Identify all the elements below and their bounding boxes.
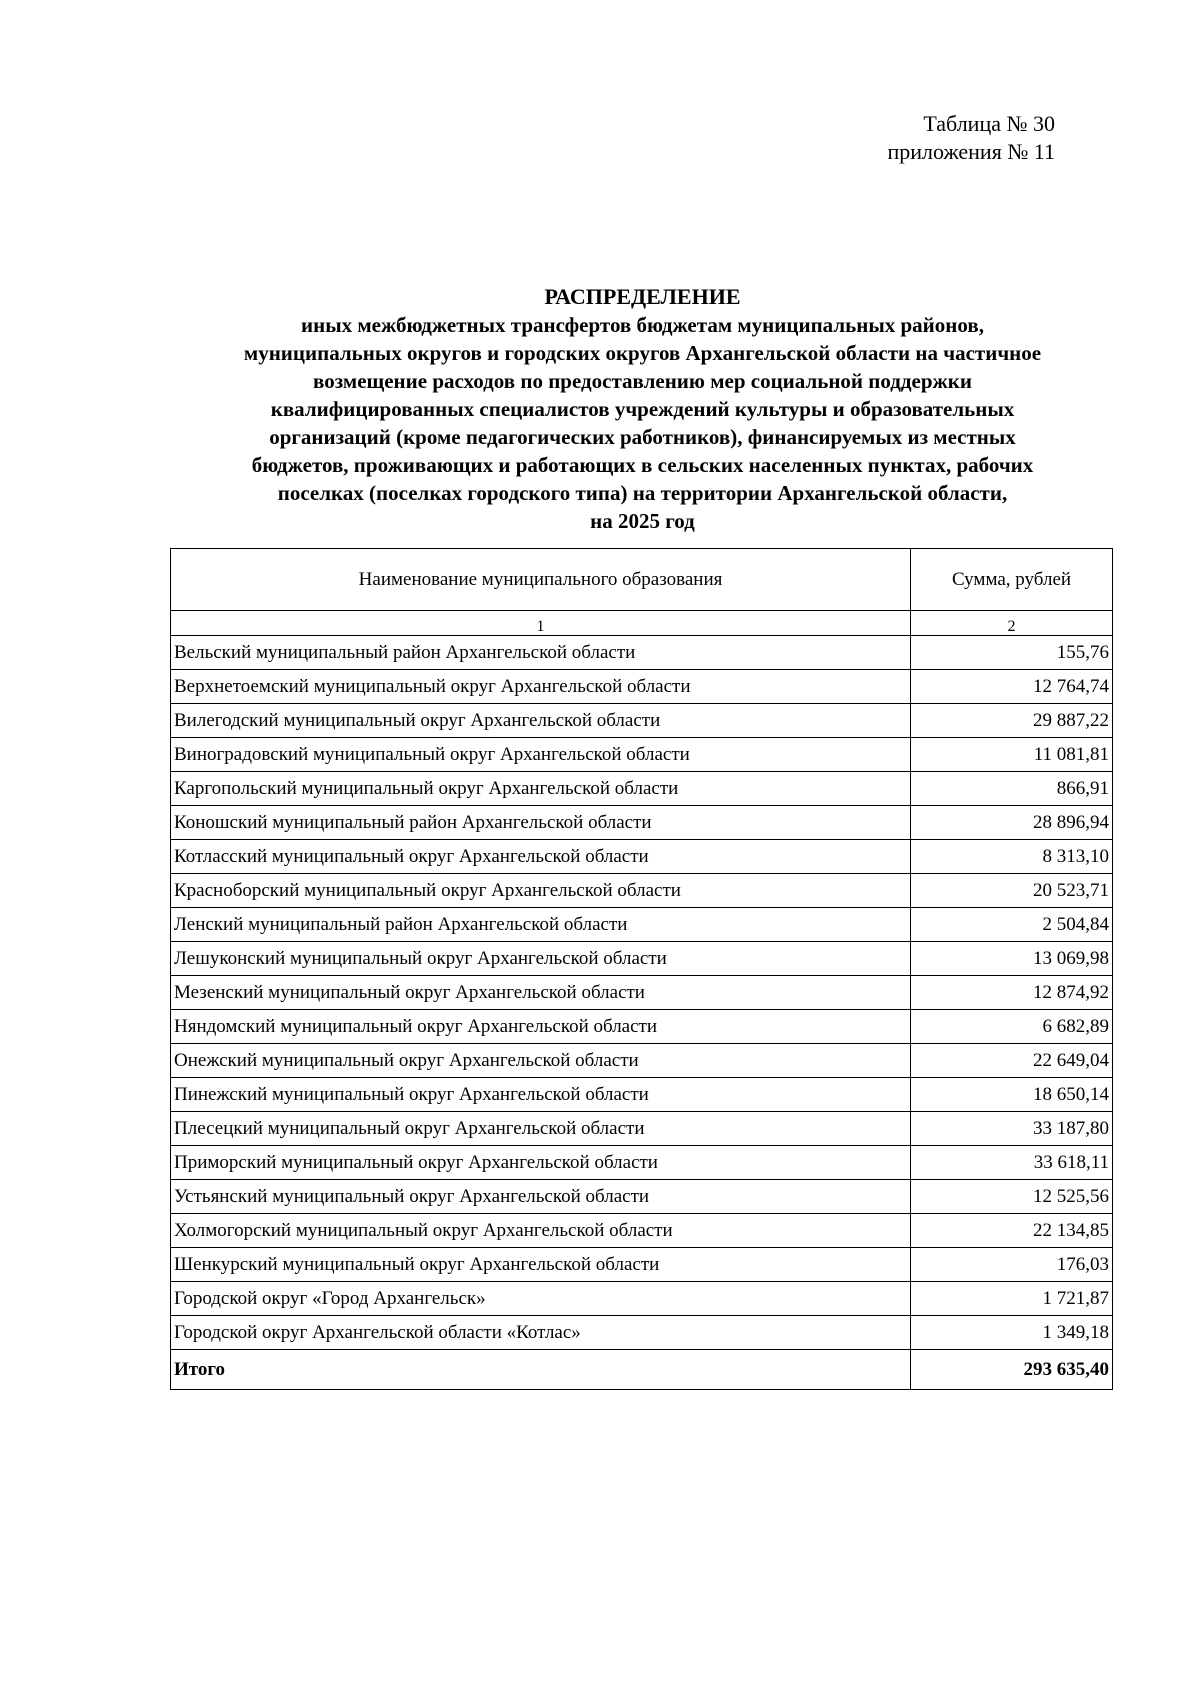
title-line: муниципальных округов и городских округов Архангельской области на частичное [243,341,1042,365]
municipality-name: Ленский муниципальный район Архангельской области [171,908,911,942]
transfer-sum: 12 764,74 [911,670,1113,704]
table-row [171,1010,1113,1044]
municipality-name: Вельский муниципальный район Архангельской области [171,636,911,670]
column-number: 2 [911,611,1113,636]
column-header-sum: Сумма, рублей [911,549,1113,611]
municipality-name: Приморский муниципальный округ Архангельской области [171,1146,911,1180]
table-row [171,806,1113,840]
table-row [171,704,1113,738]
transfer-sum: 33 618,11 [911,1146,1113,1180]
table-row [171,1146,1113,1180]
title-line: возмещение расходов по предоставлению мер социальной поддержки [313,369,972,393]
municipality-name: Верхнетоемский муниципальный округ Архангельской области [171,670,911,704]
municipality-name: Пинежский муниципальный округ Архангельской области [171,1078,911,1112]
column-number-row [171,611,1113,636]
title-heading: РАСПРЕДЕЛЕНИЕ [544,284,741,309]
table-row [171,1248,1113,1282]
total-label: Итого [171,1350,911,1390]
title-line: организаций (кроме педагогических работников), финансируемых из местных [269,425,1016,449]
table-row [171,1112,1113,1146]
transfer-sum: 33 187,80 [911,1112,1113,1146]
distribution-table [170,548,1113,1390]
title-line: иных межбюджетных трансфертов бюджетам муниципальных районов, [301,313,984,337]
municipality-name: Городской округ «Город Архангельск» [171,1282,911,1316]
column-number: 1 [171,611,911,636]
table-row [171,670,1113,704]
municipality-name: Лешуконский муниципальный округ Архангельской области [171,942,911,976]
table-row [171,772,1113,806]
municipality-name: Каргопольский муниципальный округ Архангельской области [171,772,911,806]
table-row [171,1282,1113,1316]
table-row [171,874,1113,908]
transfer-sum: 176,03 [911,1248,1113,1282]
municipality-name: Няндомский муниципальный округ Архангельской области [171,1010,911,1044]
total-sum: 293 635,40 [911,1350,1113,1390]
municipality-name: Виноградовский муниципальный округ Архангельской области [171,738,911,772]
transfer-sum: 18 650,14 [911,1078,1113,1112]
table-header-row [171,549,1113,611]
transfer-sum: 22 134,85 [911,1214,1113,1248]
title-line: бюджетов, проживающих и работающих в сельских населенных пунктах, рабочих [251,453,1034,477]
table-row [171,636,1113,670]
table-row [171,1078,1113,1112]
table-reference [820,110,1055,166]
table-body [171,636,1113,1350]
document-title [160,283,1125,535]
transfer-sum: 29 887,22 [911,704,1113,738]
municipality-name: Вилегодский муниципальный округ Архангельской области [171,704,911,738]
municipality-name: Холмогорский муниципальный округ Архангельской области [171,1214,911,1248]
transfer-sum: 1 349,18 [911,1316,1113,1350]
municipality-name: Плесецкий муниципальный округ Архангельской области [171,1112,911,1146]
table-number: Таблица № 30 [923,111,1055,136]
transfer-sum: 12 874,92 [911,976,1113,1010]
table-row [171,1214,1113,1248]
transfer-sum: 155,76 [911,636,1113,670]
municipality-name: Мезенский муниципальный округ Архангельской области [171,976,911,1010]
table-row [171,1316,1113,1350]
transfer-sum: 28 896,94 [911,806,1113,840]
transfer-sum: 22 649,04 [911,1044,1113,1078]
table-row [171,840,1113,874]
transfer-sum: 12 525,56 [911,1180,1113,1214]
transfer-sum: 866,91 [911,772,1113,806]
transfer-sum: 2 504,84 [911,908,1113,942]
municipality-name: Онежский муниципальный округ Архангельской области [171,1044,911,1078]
transfer-sum: 8 313,10 [911,840,1113,874]
table-row [171,908,1113,942]
transfer-sum: 20 523,71 [911,874,1113,908]
title-line: квалифицированных специалистов учреждений культуры и образовательных [270,397,1015,421]
municipality-name: Устьянский муниципальный округ Архангельской области [171,1180,911,1214]
table-row [171,942,1113,976]
title-line: поселках (поселках городского типа) на территории Архангельской области, [277,481,1008,505]
municipality-name: Коношский муниципальный район Архангельской области [171,806,911,840]
column-header-name: Наименование муниципального образования [171,549,911,611]
transfer-sum: 6 682,89 [911,1010,1113,1044]
transfer-sum: 1 721,87 [911,1282,1113,1316]
table-row [171,738,1113,772]
title-line: на 2025 год [590,509,695,533]
table-row [171,1180,1113,1214]
municipality-name: Городской округ Архангельской области «Котлас» [171,1316,911,1350]
municipality-name: Котласский муниципальный округ Архангельской области [171,840,911,874]
transfer-sum: 11 081,81 [911,738,1113,772]
transfer-sum: 13 069,98 [911,942,1113,976]
municipality-name: Красноборский муниципальный округ Архангельской области [171,874,911,908]
total-row [171,1350,1113,1390]
table-row [171,1044,1113,1078]
municipality-name: Шенкурский муниципальный округ Архангельской области [171,1248,911,1282]
table-row [171,976,1113,1010]
appendix-number: приложения № 11 [887,139,1055,164]
